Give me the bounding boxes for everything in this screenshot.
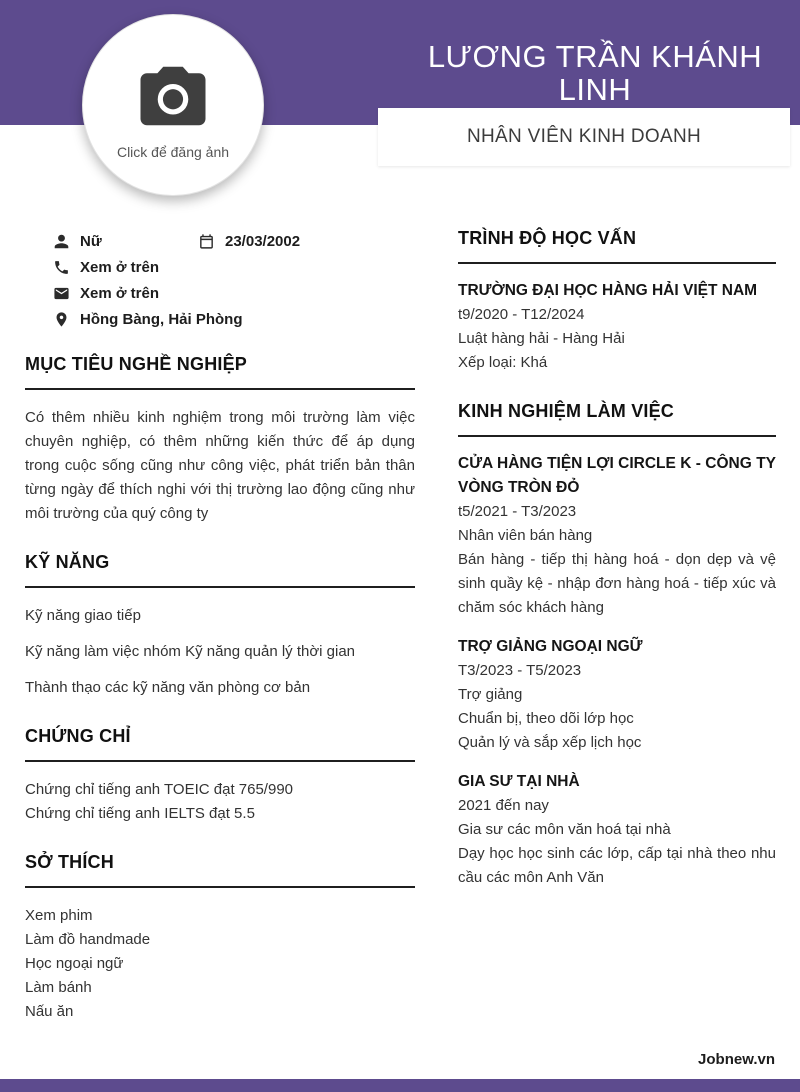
email-field: [53, 285, 159, 302]
objective-title: MỤC TIÊU NGHỀ NGHIỆP: [25, 354, 248, 374]
section-rule: [25, 388, 415, 390]
right-column: [458, 228, 776, 890]
section-rule: [25, 760, 415, 762]
hobby-item: Làm bánh: [25, 979, 92, 996]
photo-upload-label: Click để đăng ảnh: [116, 143, 230, 160]
hobbies-list: [25, 904, 415, 1024]
education-period: t9/2020 - T12/2024: [458, 306, 585, 323]
experience-detail: Chuẩn bị, theo dõi lớp học: [458, 710, 634, 727]
experience-period: T3/2023 - T5/2023: [458, 662, 582, 679]
footer-band: [0, 1079, 800, 1092]
experience-detail: Bán hàng - tiếp thị hàng hoá - dọn dẹp và vệ sinh quầy kệ - nhập đơn hàng hoá - tiếp xúc và chăm sóc khách hàng: [458, 551, 776, 616]
candidate-name-line1: LƯƠNG TRẦN KHÁNH: [427, 39, 763, 74]
email-icon: [53, 285, 70, 302]
experience-entry: [458, 635, 776, 755]
experience-period: t5/2021 - T3/2023: [458, 503, 577, 520]
education-entry: [458, 279, 776, 375]
section-rule: [458, 262, 776, 264]
address-field: [53, 311, 243, 328]
skill-item: Thành thạo các kỹ năng văn phòng cơ bản: [25, 679, 311, 696]
left-column: [25, 228, 415, 1024]
certificates-list: [25, 778, 415, 826]
phone-field: [53, 259, 159, 276]
hobby-item: Nấu ăn: [25, 1003, 74, 1020]
gender-field: [53, 233, 198, 250]
job-title: NHÂN VIÊN KINH DOANH: [466, 126, 702, 147]
company-name: GIA SƯ TẠI NHÀ: [458, 773, 580, 790]
phone-value: Xem ở trên: [80, 258, 160, 276]
phone-icon: [53, 259, 70, 276]
company-name: CỬA HÀNG TIỆN LỢI CIRCLE K - CÔNG TY VÒNG TRÒN ĐỎ: [458, 455, 776, 496]
experience-role: Gia sư các môn văn hoá tại nhà: [458, 821, 671, 838]
contact-row-gender-dob: [53, 228, 415, 254]
gender-value: Nữ: [80, 232, 102, 250]
dob-value: 23/03/2002: [225, 232, 301, 250]
contact-row-address: [53, 306, 415, 332]
dob-field: [198, 233, 300, 250]
objective-text: Có thêm nhiều kinh nghiệm trong môi trường làm việc chuyên nghiệp, có thêm những kiến thức để áp dụng trong cuộc sống cũng như công việc, phát triển bản thân từng ngày để thích nghi với thị trường lao động cũng như môi trường của quý công ty: [25, 409, 415, 522]
job-title-box: [378, 108, 790, 166]
contact-info: [25, 228, 415, 332]
contact-row-phone: [53, 254, 415, 280]
experience-entry: [458, 452, 776, 620]
education-title: TRÌNH ĐỘ HỌC VẤN: [458, 228, 637, 248]
experience-detail: Dạy học học sinh các lớp, cấp tại nhà theo nhu cầu các môn Anh Văn: [458, 845, 776, 886]
photo-upload-button[interactable]: [82, 14, 264, 196]
hobby-item: Làm đồ handmade: [25, 931, 151, 948]
address-value: Hồng Bàng, Hải Phòng: [80, 310, 243, 328]
section-rule: [25, 886, 415, 888]
certificate-item: Chứng chỉ tiếng anh TOEIC đạt 765/990: [25, 781, 294, 798]
person-icon: [53, 233, 70, 250]
candidate-name-line2: LINH: [558, 72, 632, 107]
experience-detail: Quản lý và sắp xếp lịch học: [458, 734, 642, 751]
section-hobbies: [25, 852, 415, 1024]
skills-list: [25, 604, 415, 700]
site-brand: Jobnew.vn: [698, 1051, 775, 1068]
skill-item: Kỹ năng giao tiếp: [25, 607, 141, 624]
calendar-icon: [198, 233, 215, 250]
company-name: TRỢ GIẢNG NGOẠI NGỮ: [458, 638, 643, 655]
section-rule: [25, 586, 415, 588]
contact-row-email: [53, 280, 415, 306]
section-skills: [25, 552, 415, 700]
experience-period: 2021 đến nay: [458, 797, 549, 814]
experience-entry: [458, 770, 776, 890]
school-name: TRƯỜNG ĐẠI HỌC HÀNG HẢI VIỆT NAM: [458, 282, 758, 299]
hobby-item: Xem phim: [25, 907, 93, 924]
certificate-item: Chứng chỉ tiếng anh IELTS đạt 5.5: [25, 805, 255, 822]
section-objective: [25, 354, 415, 526]
hobbies-title: SỞ THÍCH: [25, 852, 114, 872]
experience-role: Nhân viên bán hàng: [458, 527, 593, 544]
experience-role: Trợ giảng: [458, 686, 523, 703]
location-pin-icon: [53, 311, 70, 328]
education-major: Luật hàng hải - Hàng Hải: [458, 330, 625, 347]
section-education: [458, 228, 776, 375]
certificates-title: CHỨNG CHỈ: [25, 726, 131, 746]
section-experience: [458, 401, 776, 890]
skill-item: Kỹ năng làm việc nhóm Kỹ năng quản lý thời gian: [25, 643, 356, 660]
experience-title: KINH NGHIỆM LÀM VIỆC: [458, 401, 675, 421]
section-rule: [458, 435, 776, 437]
email-value: Xem ở trên: [80, 284, 160, 302]
section-certificates: [25, 726, 415, 826]
candidate-name: [400, 40, 790, 106]
skills-title: KỸ NĂNG: [25, 552, 110, 572]
education-grade: Xếp loại: Khá: [458, 354, 548, 371]
camera-icon: [127, 57, 219, 140]
hobby-item: Học ngoại ngữ: [25, 955, 124, 972]
